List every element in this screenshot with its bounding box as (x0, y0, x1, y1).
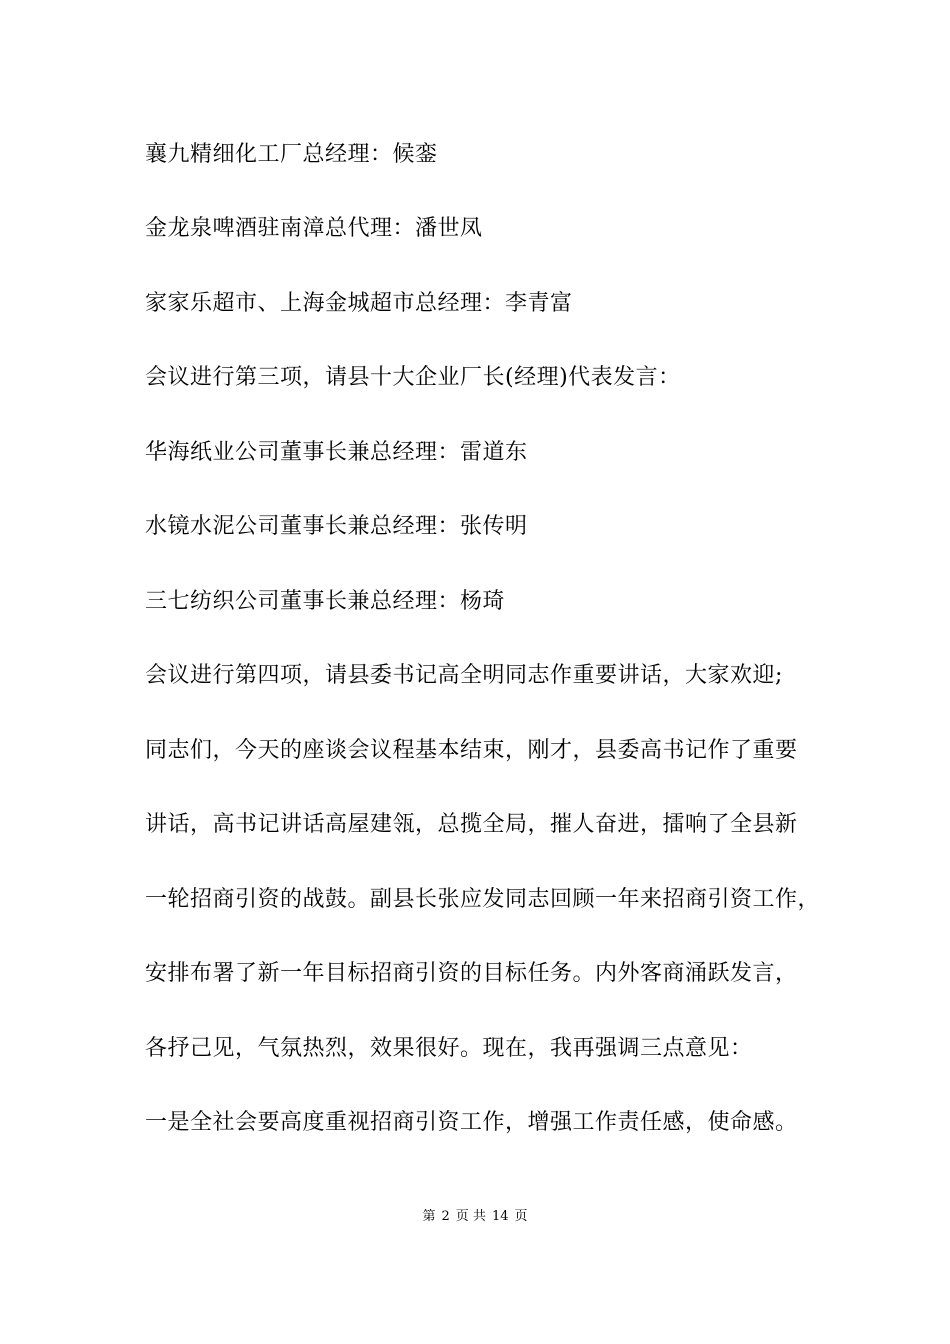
text-line: 金龙泉啤酒驻南漳总代理：潘世凤 (145, 216, 483, 241)
text-line: 讲话，高书记讲话高屋建瓴，总揽全局，摧人奋进，擂响了全县新 (145, 812, 798, 837)
current-page-number: 2 (441, 1209, 450, 1224)
text-line: 三七纺织公司董事长兼总经理：杨琦 (145, 589, 506, 614)
footer-prefix: 第 (422, 1209, 436, 1224)
text-line: 水镜水泥公司董事长兼总经理：张传明 (145, 514, 528, 539)
text-line: 一是全社会要高度重视招商引资工作，增强工作责任感，使命感。 (145, 1110, 798, 1135)
total-pages-number: 14 (491, 1209, 509, 1224)
footer-suffix: 页 (514, 1209, 528, 1224)
text-line: 襄九精细化工厂总经理：候銮 (145, 142, 438, 167)
text-line: 会议进行第四项，请县委书记高全明同志作重要讲话，大家欢迎; (145, 663, 783, 688)
text-line: 家家乐超市、上海金城超市总经理：李青富 (145, 291, 573, 316)
text-line: 各抒己见，气氛热烈，效果很好。现在，我再强调三点意见： (145, 1036, 753, 1061)
text-line: 同志们，今天的座谈会议程基本结束，刚才，县委高书记作了重要 (145, 738, 798, 763)
footer-middle: 页 共 (455, 1209, 486, 1224)
text-line: 一轮招商引资的战鼓。副县长张应发同志回顾一年来招商引资工作， (145, 887, 821, 912)
page-footer (0, 1208, 950, 1226)
text-line: 会议进行第三项，请县十大企业厂长(经理)代表发言： (145, 365, 681, 390)
text-line: 华海纸业公司董事长兼总经理：雷道东 (145, 440, 528, 465)
text-line: 安排布署了新一年目标招商引资的目标任务。内外客商涌跃发言， (145, 961, 798, 986)
